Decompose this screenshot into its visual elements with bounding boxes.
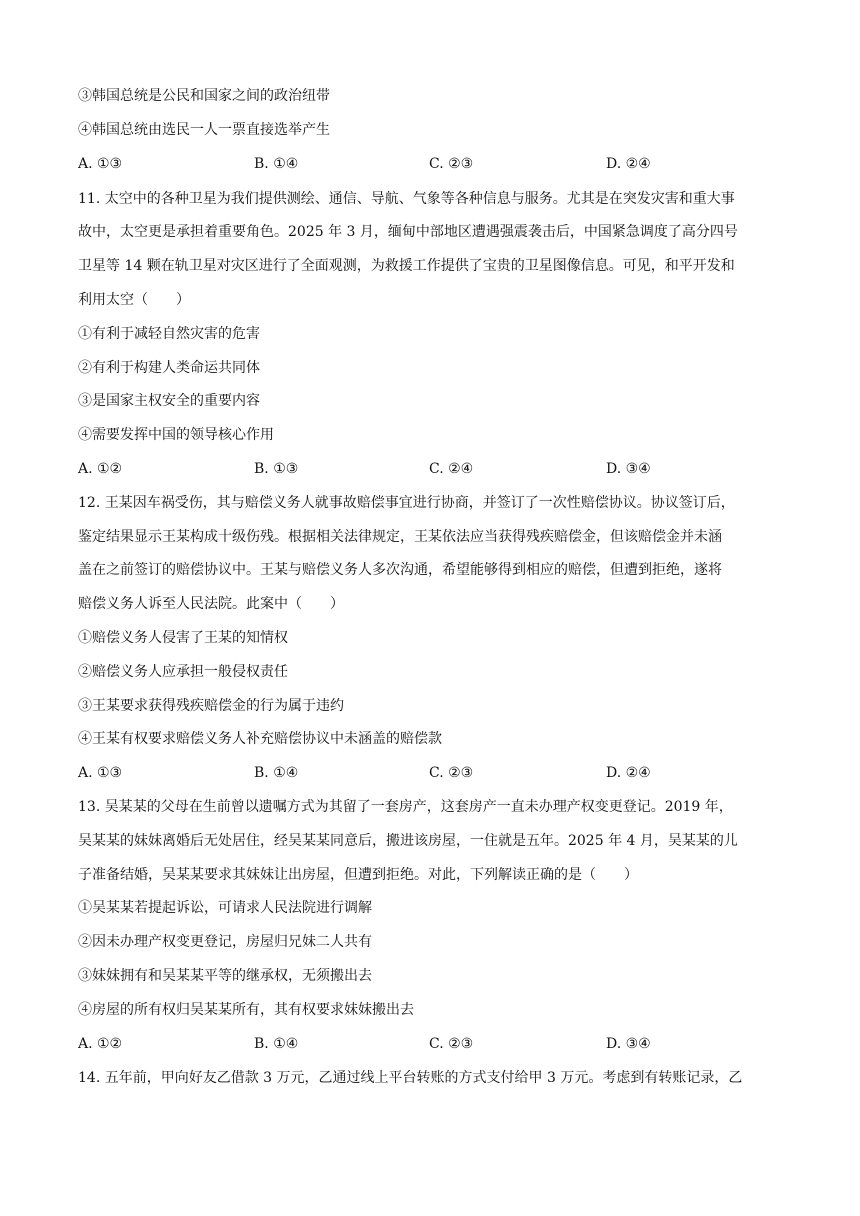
- q11-item-3: ③是国家主权安全的重要内容: [78, 393, 260, 409]
- q10-option-a: A. ①③: [78, 156, 123, 172]
- q13-item-3: ③妹妹拥有和吴某某平等的继承权，无须搬出去: [78, 968, 372, 984]
- q13-item-4: ④房屋的所有权归吴某某所有，其有权要求妹妹搬出去: [78, 1002, 414, 1018]
- q13-item-1: ①吴某某若提起诉讼，可请求人民法院进行调解: [78, 900, 372, 916]
- q10-item-4: ④韩国总统由选民一人一票直接选举产生: [78, 122, 330, 138]
- q13-stem-line: 吴某某的妹妹离婚后无处居住，经吴某某同意后，搬进该房屋，一住就是五年。2025 年 4 月，吴某某的儿: [78, 833, 738, 849]
- q12-item-1: ①赔偿义务人侵害了王某的知情权: [78, 630, 288, 646]
- q12-option-d: D. ②④: [606, 765, 651, 781]
- q10-option-d: D. ②④: [606, 156, 651, 172]
- q12-item-4: ④王某有权要求赔偿义务人补充赔偿协议中未涵盖的赔偿款: [78, 731, 442, 747]
- q10-option-b: B. ①④: [254, 156, 299, 172]
- q12-option-c: C. ②③: [429, 765, 474, 781]
- q13-item-2: ②因未办理产权变更登记，房屋归兄妹二人共有: [78, 934, 372, 950]
- q13-option-c: C. ②③: [429, 1036, 474, 1052]
- q13-stem-line: 子准备结婚，吴某某要求其妹妹让出房屋，但遭到拒绝。对此，下列解读正确的是（ ）: [78, 867, 638, 883]
- q10-item-3: ③韩国总统是公民和国家之间的政治纽带: [78, 88, 330, 104]
- q11-stem-line: 故中，太空更是承担着重要角色。2025 年 3 月，缅甸中部地区遭遇强震袭击后，中国紧急调度了高分四号: [78, 224, 738, 240]
- q13-option-d: D. ③④: [606, 1036, 651, 1052]
- q11-stem-line: 卫星等 14 颗在轨卫星对灾区进行了全面观测，为救援工作提供了宝贵的卫星图像信息。可见，和平开发和: [78, 258, 735, 274]
- q12-stem-line: 赔偿义务人诉至人民法院。此案中（ ）: [78, 596, 344, 612]
- q12-stem-line: 鉴定结果显示王某构成十级伤残。根据相关法律规定，王某依法应当获得残疾赔偿金，但该赔偿金并未涵: [78, 529, 722, 545]
- q11-option-b: B. ①③: [254, 461, 299, 477]
- q12-option-a: A. ①③: [78, 765, 123, 781]
- q13-option-b: B. ①④: [254, 1036, 299, 1052]
- q13-stem-line: 13. 吴某某的父母在生前曾以遗嘱方式为其留了一套房产，这套房产一直未办理产权变更登记。2019 年，: [78, 799, 733, 815]
- q14-stem-line: 14. 五年前，甲向好友乙借款 3 万元，乙通过线上平台转账的方式支付给甲 3 万元。考虑到有转账记录，乙: [78, 1070, 743, 1086]
- q11-stem-line: 利用太空（ ）: [78, 292, 190, 308]
- q13-option-a: A. ①②: [78, 1036, 123, 1052]
- q12-item-2: ②赔偿义务人应承担一般侵权责任: [78, 664, 288, 680]
- q11-option-c: C. ②④: [429, 461, 474, 477]
- q12-stem-line: 12. 王某因车祸受伤，其与赔偿义务人就事故赔偿事宜进行协商，并签订了一次性赔偿协议。协议签订后，: [78, 495, 735, 511]
- q11-stem-line: 11. 太空中的各种卫星为我们提供测绘、通信、导航、气象等各种信息与服务。尤其是在突发灾害和重大事: [78, 191, 735, 207]
- q11-item-4: ④需要发挥中国的领导核心作用: [78, 427, 274, 443]
- q12-item-3: ③王某要求获得残疾赔偿金的行为属于违约: [78, 698, 344, 714]
- q10-option-c: C. ②③: [429, 156, 474, 172]
- q12-option-b: B. ①④: [254, 765, 299, 781]
- q12-stem-line: 盖在之前签订的赔偿协议中。王某与赔偿义务人多次沟通，希望能够得到相应的赔偿，但遭到拒绝，遂将: [78, 562, 722, 578]
- q11-option-d: D. ③④: [606, 461, 651, 477]
- q11-item-1: ①有利于减轻自然灾害的危害: [78, 326, 260, 342]
- q11-item-2: ②有利于构建人类命运共同体: [78, 360, 260, 376]
- q11-option-a: A. ①②: [78, 461, 123, 477]
